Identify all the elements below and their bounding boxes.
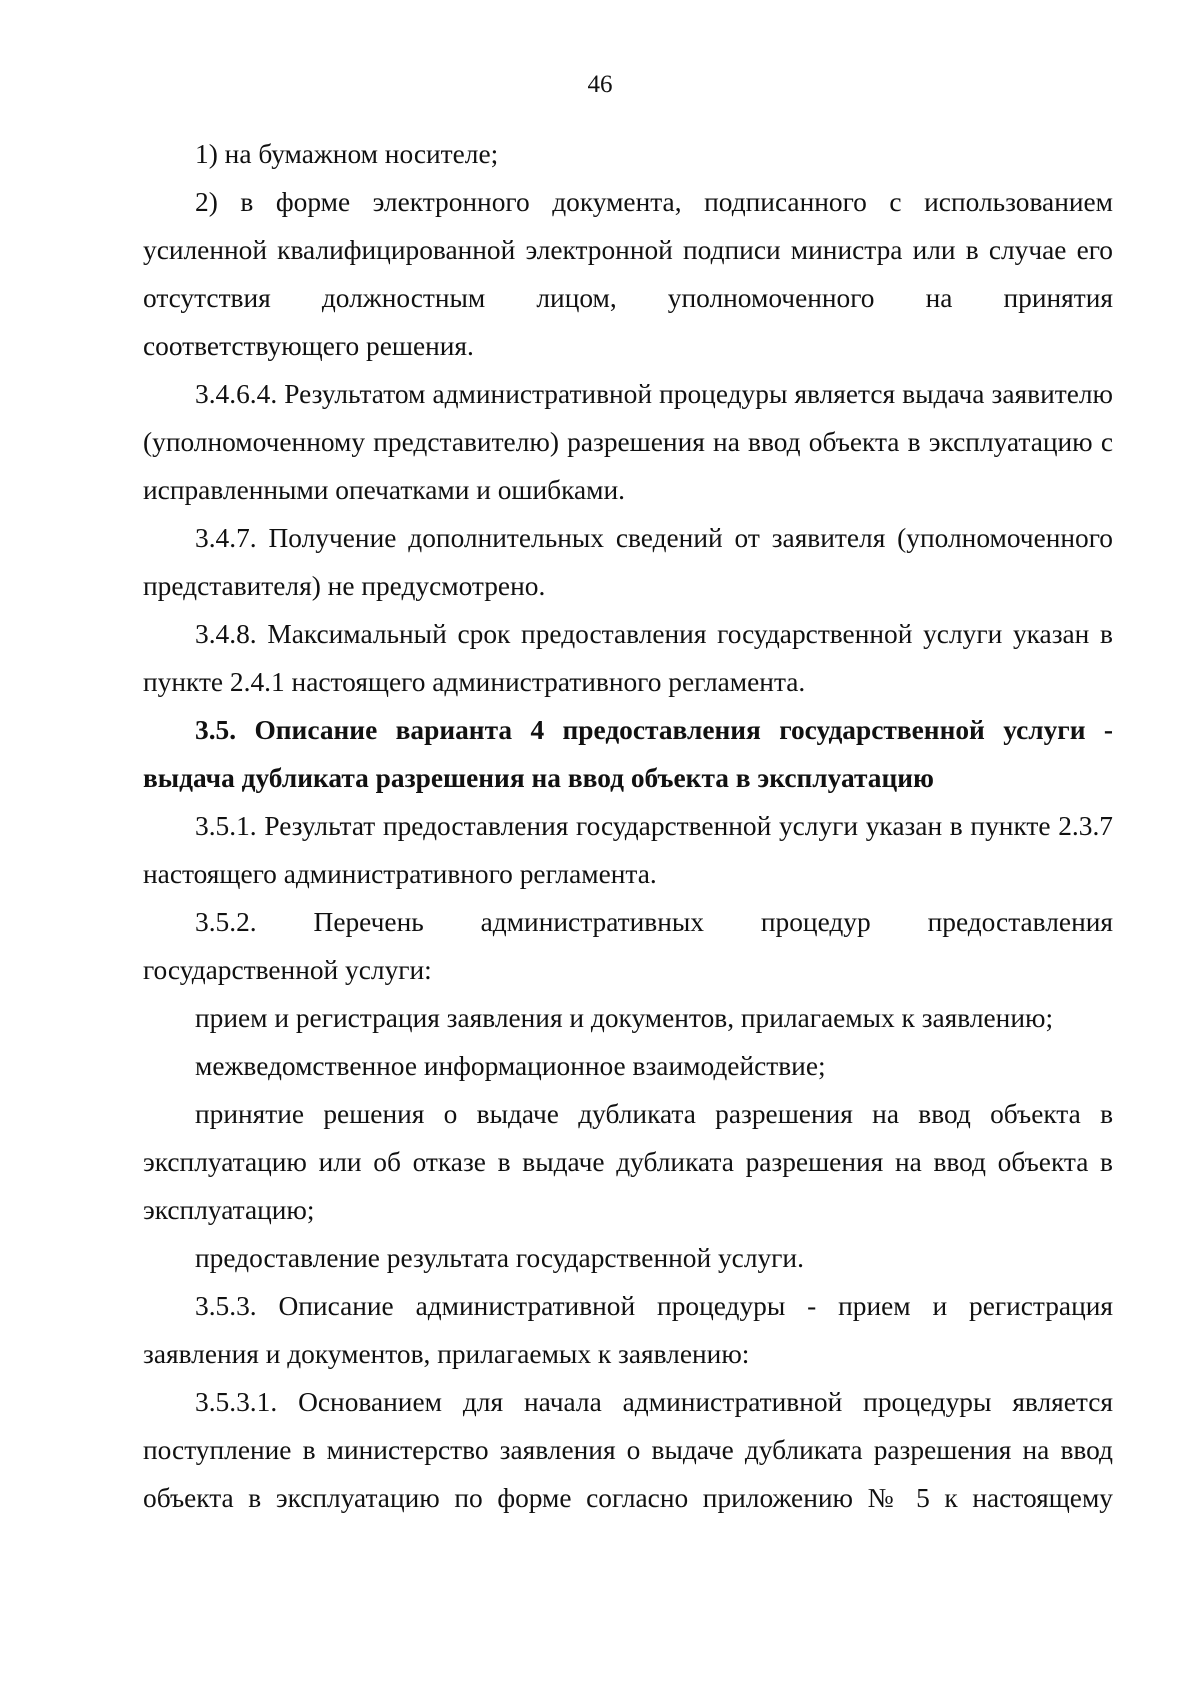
paragraph-3-4-7: 3.4.7. Получение дополнительных сведений от заявителя (уполномоченного представителя) не предусмотрено. (143, 523, 1113, 601)
paragraph-3-4-8: 3.4.8. Максимальный срок предоставления государственной услуги указан в пункте 2.4.1 настоящего административного регламента. (143, 619, 1113, 697)
paragraph-3-4-6-4: 3.4.6.4. Результатом административной процедуры является выдача заявителю (уполномоченному представителю) разрешения на ввод объекта в эксплуатацию с исправленными опечатками и ошибками. (143, 379, 1113, 505)
paragraph-3-5-3-1: 3.5.3.1. Основанием для начала административной процедуры является поступление в министерство заявления о выдаче дубликата разрешения на ввод объекта в эксплуатацию по форме согласно приложению № 5 к настоящему (143, 1387, 1113, 1513)
section-heading-3-5: 3.5. Описание варианта 4 предоставления государственной услуги - выдача дубликата разрешения на ввод объекта в эксплуатацию (143, 715, 1113, 793)
paragraph-3-5-3: 3.5.3. Описание административной процедуры - прием и регистрация заявления и документов, прилагаемых к заявлению: (143, 1291, 1113, 1369)
list-item-reception: прием и регистрация заявления и документов, прилагаемых к заявлению; (195, 1003, 1054, 1033)
list-item-result: предоставление результата государственной услуги. (195, 1243, 804, 1273)
paragraph-paper-medium: 1) на бумажном носителе; (195, 139, 499, 169)
document-body (143, 130, 1113, 1522)
paragraph-electronic-document: 2) в форме электронного документа, подписанного с использованием усиленной квалифицированной электронной подписи министра или в случае его отсутствия должностным лицом, уполномоченного на принятия соответствующего решения. (143, 187, 1113, 361)
paragraph-3-5-2: 3.5.2. Перечень административных процедур предоставления государственной услуги: (143, 907, 1113, 985)
paragraph-3-5-1: 3.5.1. Результат предоставления государственной услуги указан в пункте 2.3.7 настоящего административного регламента. (143, 811, 1113, 889)
page-number: 46 (587, 71, 613, 98)
list-item-interdepartmental: межведомственное информационное взаимодействие; (195, 1051, 826, 1081)
list-item-decision: принятие решения о выдаче дубликата разрешения на ввод объекта в эксплуатацию или об отказе в выдаче дубликата разрешения на ввод объекта в эксплуатацию; (143, 1099, 1113, 1225)
